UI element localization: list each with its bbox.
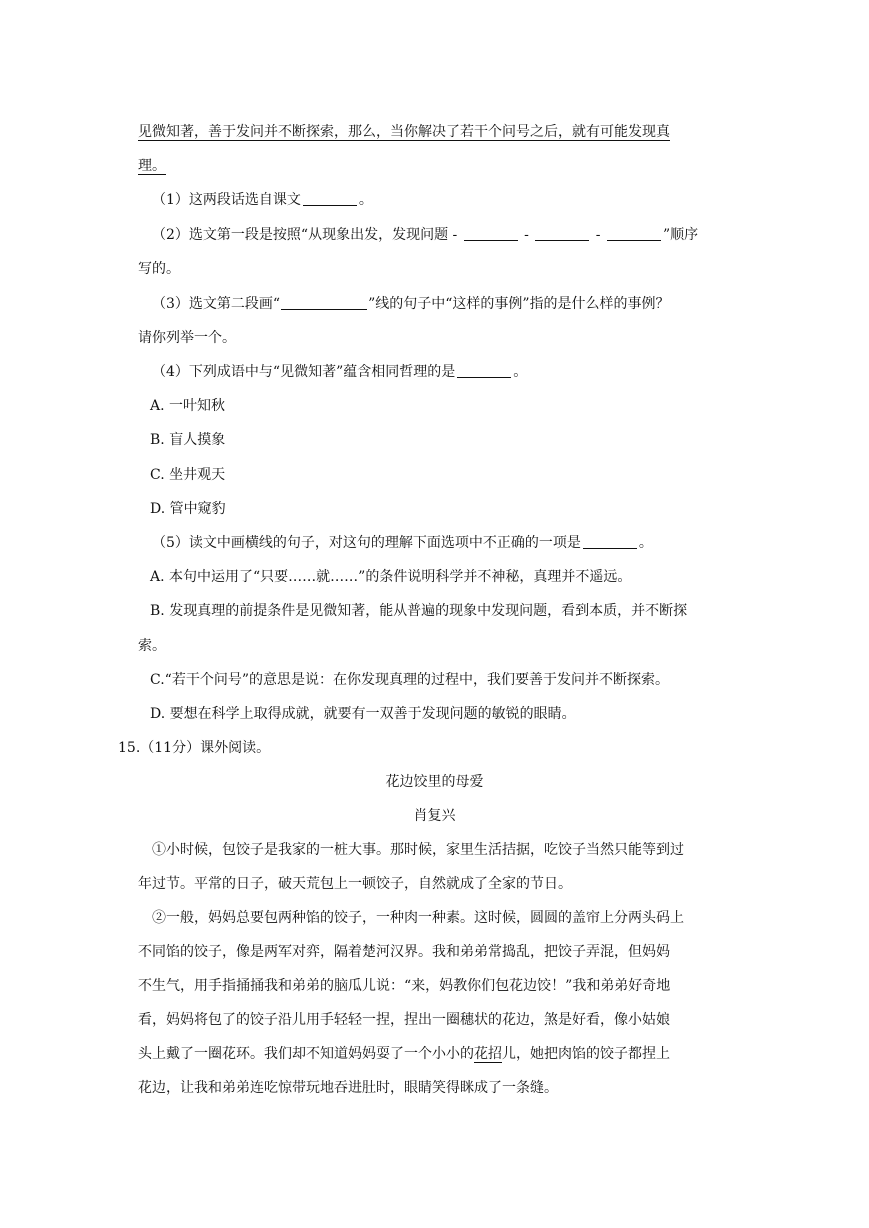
option-c[interactable]: C. 坐井观天 (150, 467, 226, 483)
option-b[interactable]: B. 发现真理的前提条件是见微知著，能从普遍的现象中发现问题，看到本质，并不断探 (150, 603, 688, 619)
question-2-line-2: 写的。 (138, 261, 180, 277)
option-a[interactable]: A. 一叶知秋 (150, 398, 226, 414)
answer-blank[interactable] (583, 534, 637, 549)
paragraph-2-line-5 (138, 1044, 670, 1064)
question-2 (152, 225, 698, 245)
question-4-text: （4）下列成语中与“见微知著”蕴含相同哲理的是 (152, 364, 456, 380)
question-1 (152, 190, 373, 210)
passage-underlined-line-1: 见微知著，善于发问并不断探索，那么，当你解决了若干个问号之后，就有可能发现真 (138, 124, 670, 140)
option-b[interactable]: B. 盲人摸象 (150, 432, 226, 448)
answer-blank[interactable] (607, 226, 661, 241)
question-15-header: 15.（11分）课外阅读。 (118, 740, 271, 756)
question-1-text: （1）这两段话选自课文 (152, 192, 301, 208)
question-5-end: 。 (638, 535, 653, 551)
question-2-text: （2）选文第一段是按照“从现象出发，发现问题 - (152, 227, 458, 243)
answer-blank[interactable] (464, 226, 518, 241)
paragraph-2-line-5-text-a: 头上戴了一圈花环。我们却不知道妈妈耍了一个小小的 (138, 1046, 474, 1062)
option-a[interactable]: A. 本句中运用了“只要……就……”的条件说明科学并不神秘，真理并不遥远。 (150, 569, 632, 585)
paragraph-1-line-2: 年过节。平常的日子，破天荒包上一顿饺子，自然就成了全家的节日。 (138, 876, 572, 892)
answer-blank[interactable] (303, 191, 357, 206)
question-4 (152, 362, 527, 382)
answer-blank[interactable] (457, 363, 511, 378)
answer-blank[interactable] (535, 226, 589, 241)
question-3-line-2: 请你列举一个。 (138, 330, 236, 346)
option-b-line-2: 索。 (138, 638, 166, 654)
underline-sample (281, 295, 367, 310)
passage-underlined-line-2: 理。 (138, 158, 166, 174)
underlined-word: 花招 (474, 1046, 502, 1062)
article-title: 花边饺里的母爱 (385, 774, 484, 790)
paragraph-2-line-5-text-b: 儿，她把肉馅的饺子都捏上 (502, 1046, 670, 1062)
paragraph-2-line-6: 花边，让我和弟弟连吃惊带玩地吞进肚时，眼睛笑得眯成了一条缝。 (138, 1080, 558, 1096)
question-5-text: （5）读文中画横线的句子，对这句的理解下面选项中不正确的一项是 (152, 535, 581, 551)
question-4-end: 。 (513, 364, 528, 380)
paragraph-1-line-1: ①小时候，包饺子是我家的一桩大事。那时候，家里生活拮据，吃饺子当然只能等到过 (152, 842, 684, 858)
option-d[interactable]: D. 管中窥豹 (150, 501, 226, 517)
question-3-text-a: （3）选文第二段画“ (152, 296, 281, 312)
question-2-end: ”顺序 (662, 227, 699, 243)
article-author: 肖复兴 (413, 808, 456, 824)
option-d[interactable]: D. 要想在科学上取得成就，就要有一双善于发现问题的敏锐的眼睛。 (150, 706, 576, 722)
paragraph-2-line-3: 不生气，用手指捅捅我和弟弟的脑瓜儿说：“来，妈教你们包花边饺！”我和弟弟好奇地 (138, 978, 671, 994)
dash: - (524, 227, 529, 243)
option-c[interactable]: C.“若干个问号”的意思是说：在你发现真理的过程中，我们要善于发问并不断探索。 (150, 672, 669, 688)
dash: - (595, 227, 601, 243)
question-3 (152, 294, 670, 314)
question-5 (152, 533, 653, 553)
paragraph-2-line-1: ②一般，妈妈总要包两种馅的饺子，一种肉一种素。这时候，圆圆的盖帘上分两头码上 (152, 910, 684, 926)
paragraph-2-line-4: 看，妈妈将包了的饺子沿儿用手轻轻一捏，捏出一圈穗状的花边，煞是好看，像小姑娘 (138, 1012, 670, 1028)
question-3-text-b: ”线的句子中“这样的事例”指的是什么样的事例？ (368, 296, 670, 312)
question-1-end: 。 (358, 192, 373, 208)
paragraph-2-line-2: 不同馅的饺子，像是两军对弈，隔着楚河汉界。我和弟弟常捣乱，把饺子弄混，但妈妈 (138, 944, 670, 960)
